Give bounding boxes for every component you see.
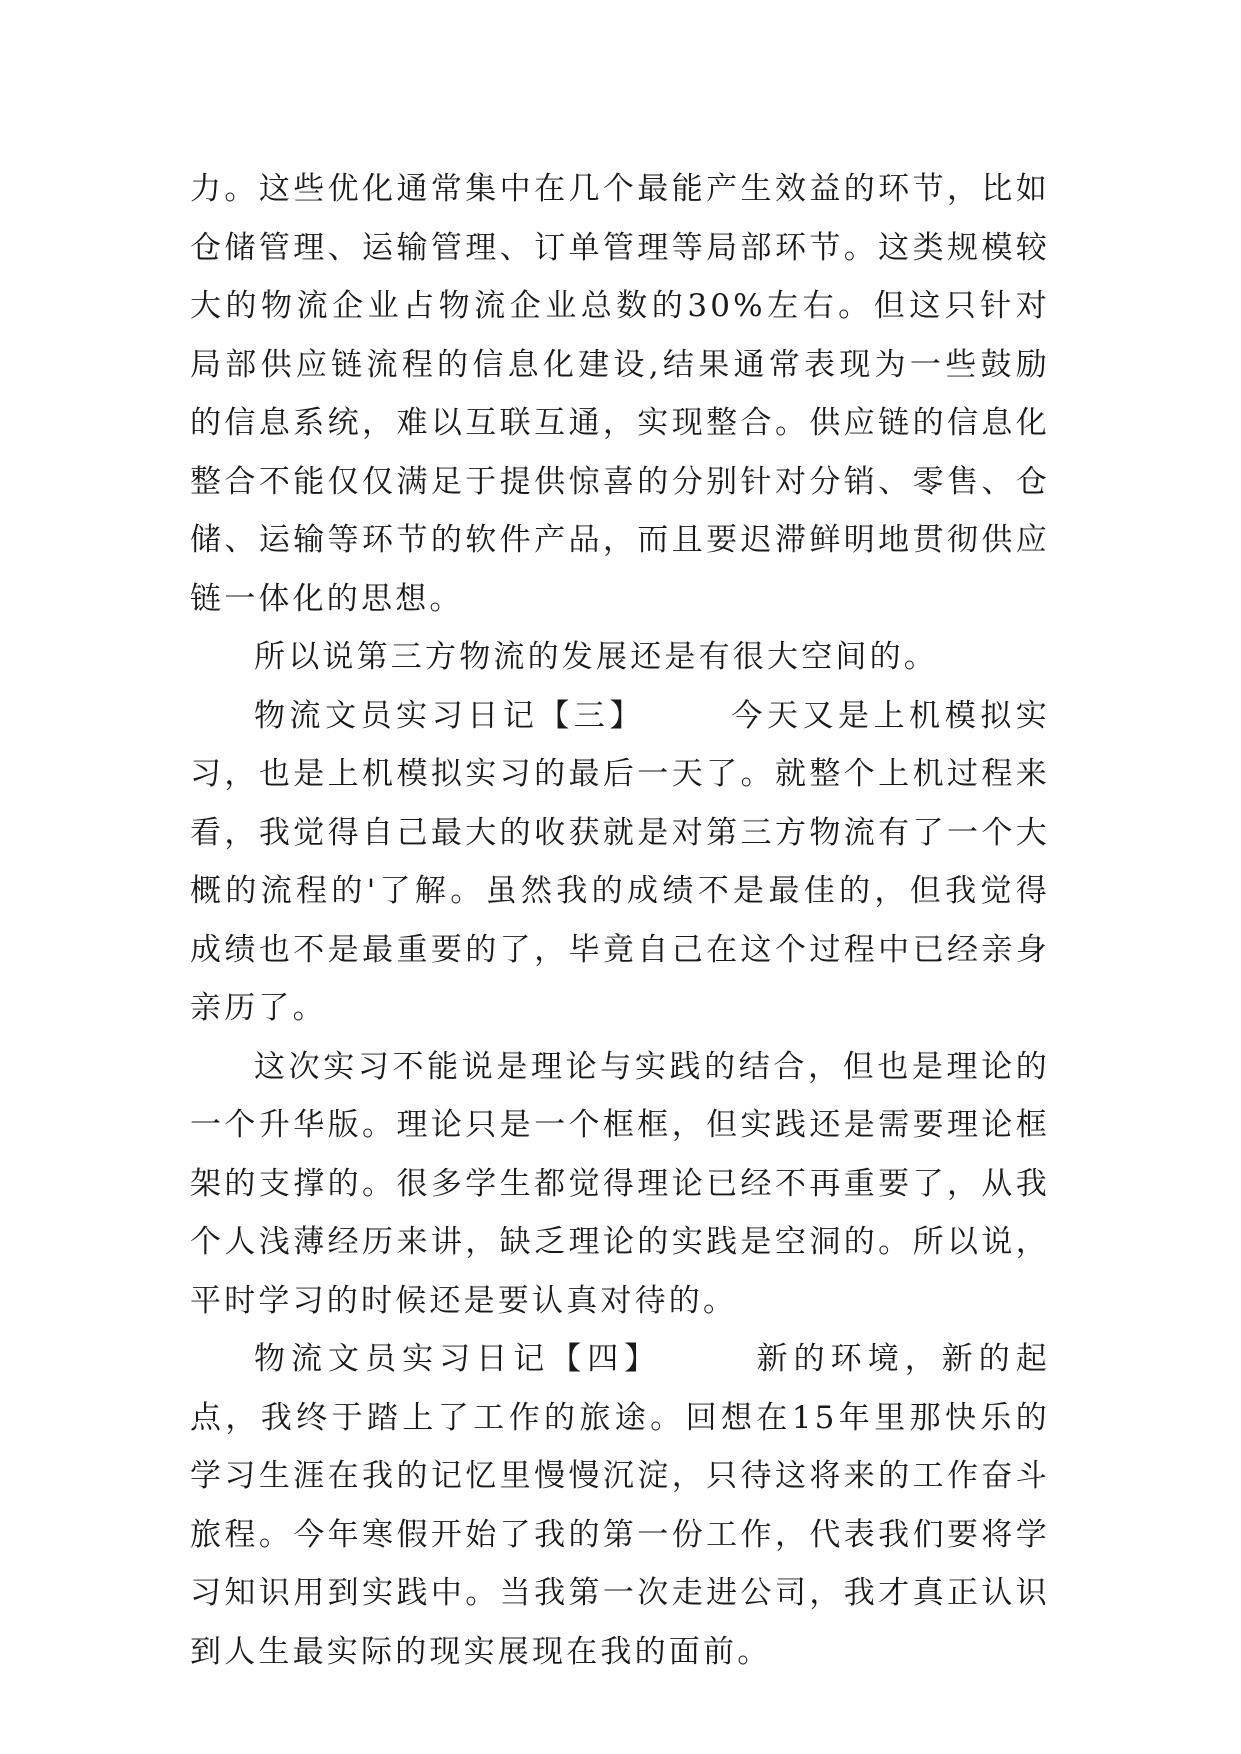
paragraph-third-party-space: 所以说第三方物流的发展还是有很大空间的。: [254, 639, 938, 675]
diary-body-three: 今天又是上机模拟实习，也是上机模拟实习的最后一天了。就整个上机过程来看，我觉得自己最大的收获就是对第三方物流有了一个大概的流程的'了解。虽然我的成绩不是最佳的，但我觉得成绩也不是最重要的了，毕竟自己在这个过程中已经亲身亲历了。: [190, 697, 1050, 1026]
diary-entry-four: [190, 1330, 1050, 1681]
paragraph-continuation: 力。这些优化通常集中在几个最能产生效益的环节，比如仓储管理、运输管理、订单管理等局部环节。这类规模较大的物流企业占物流企业总数的30%左右。但这只针对局部供应链流程的信息化建设,结果通常表现为一些鼓励的信息系统，难以互联互通，实现整合。供应链的信息化整合不能仅仅满足于提供惊喜的分别针对分销、零售、仓储、运输等环节的软件产品，而且要迟滞鲜明地贯彻供应链一体化的思想。: [190, 171, 1050, 617]
diary-body-four: 新的环境，新的起点，我终于踏上了工作的旅途。回想在15年里那快乐的学习生涯在我的记忆里慢慢沉淀，只待这将来的工作奋斗旅程。今年寒假开始了我的第一份工作，代表我们要将学习知识用到实践中。当我第一次走进公司，我才真正认识到人生最实际的现实展现在我的面前。: [190, 1341, 1051, 1670]
paragraph-practice-theory: 这次实习不能说是理论与实践的结合，但也是理论的一个升华版。理论只是一个框框，但实践还是需要理论框架的支撑的。很多学生都觉得理论已经不再重要了，从我个人浅薄经历来讲，缺乏理论的实践是空洞的。所以说，平时学习的时候还是要认真对待的。: [190, 1048, 1050, 1319]
diary-entry-three: [190, 687, 1050, 1038]
document-body: [190, 160, 1050, 1681]
diary-heading-three: 物流文员实习日记【三】: [254, 697, 646, 734]
diary-heading-four: 物流文员实习日记【四】: [254, 1341, 662, 1377]
